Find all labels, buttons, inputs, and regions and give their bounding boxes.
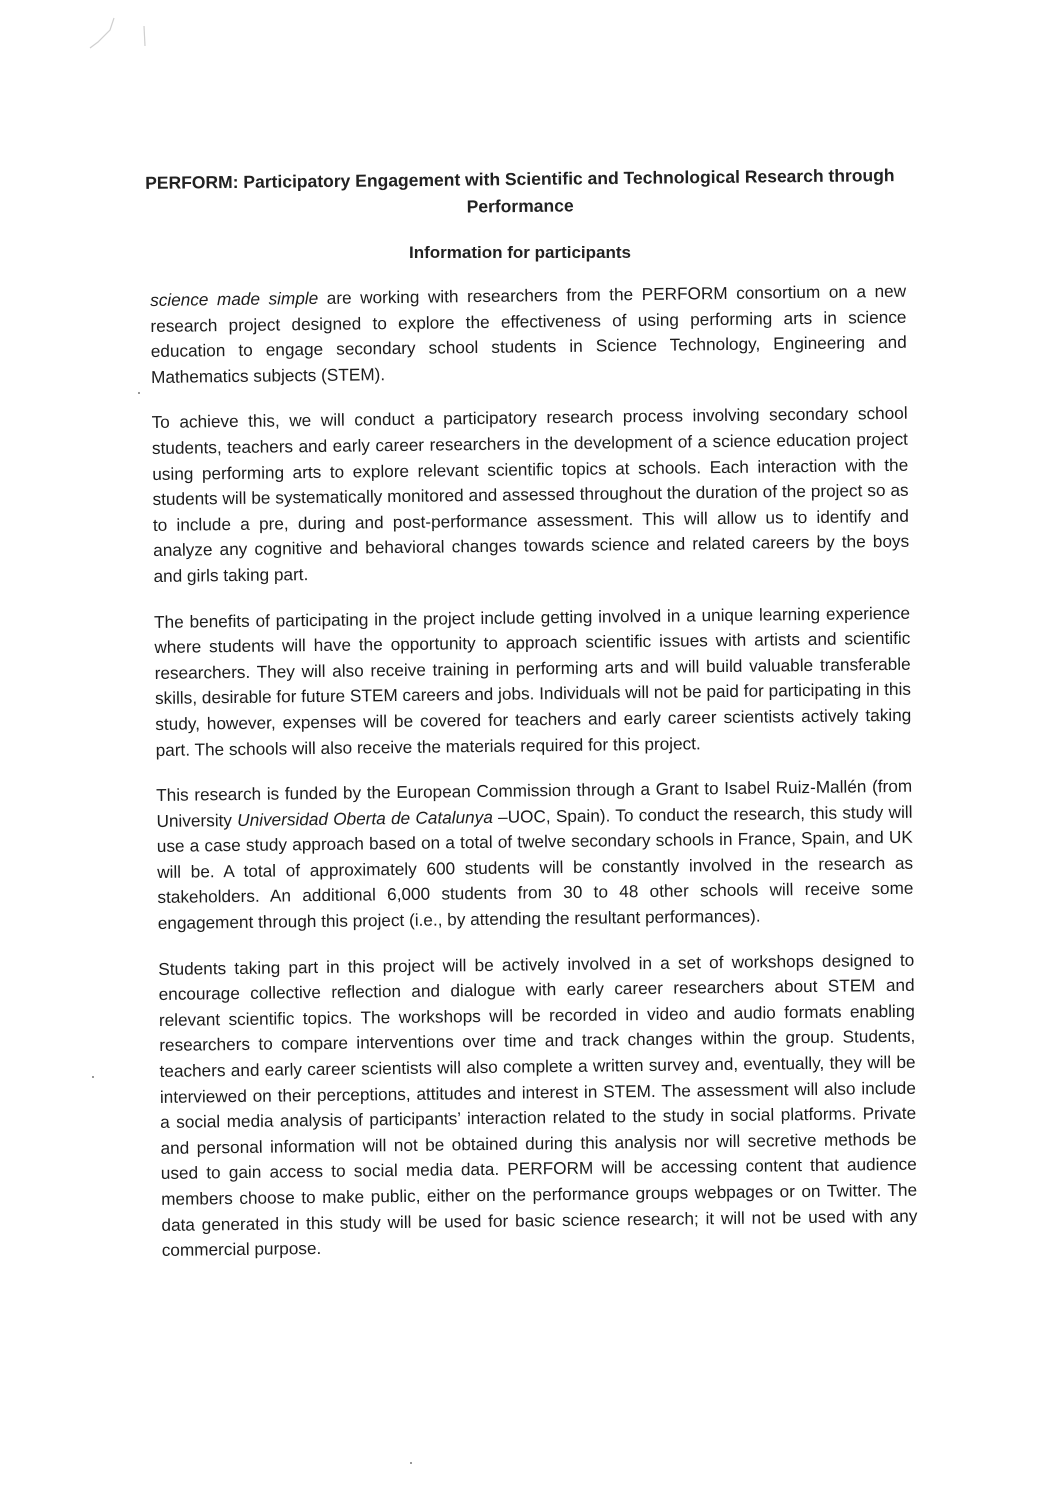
paragraph-workshops: Students taking part in this project will be actively involved in a set of workshops designed to encourage collective reflection and dialogue with early career researchers about STEM and relevant scientific topics. The workshops will be recorded in video and audio formats enabling researchers to compare interventions over time and track changes within the group. Students, teachers and early career scientists will also complete a written survey and, eventually, they will be interviewed on their perceptions, attitudes and interest in STEM. The assessment will also include a social media analysis of participants’ interaction related to the study in social platforms. Private and personal information will not be obtained during this analysis nor will secretive methods be used to gain access to social media data. PERFORM will be accessing content that audience members choose to make public, either on the performance groups webpages or on Twitter. The data generated in this study will be used for basic science research; it will not be used with any commercial purpose. <box>158 949 918 1261</box>
scan-speck <box>138 392 140 394</box>
organization-name: science made simple <box>150 287 319 310</box>
document-subtitle: Information for participants <box>409 243 631 262</box>
paragraph-benefits: The benefits of participating in the project include getting involved in a unique learning experience where students will have the opportunity to approach scientific issues with artists and scientific researchers. They will also receive training in performing arts and will build valuable transferable skills, desirable for future STEM careers and jobs. Individuals will not be paid for participating in this study, however, expenses will be covered for teachers and early career scientists actively taking part. The schools will also receive the materials required for this project. <box>153 602 912 760</box>
document-title: PERFORM: Participatory Engagement with Scientific and Technological Research through Performance <box>145 165 895 217</box>
handwritten-mark <box>84 12 164 52</box>
paragraph-methodology: To achieve this, we will conduct a participatory research process involving secondary school students, teachers and early career researchers in the development of a science education project using performing arts to explore relevant scientific topics at schools. Each interaction with the students will be systematically monitored and assessed throughout the duration of the project so as to include a pre, during and post-performance assessment. This will allow us to identify and analyze any cognitive and behavioral changes towards science and related careers by the boys and girls taking part. <box>151 403 910 586</box>
document-body <box>150 279 918 1284</box>
scan-speck <box>410 1462 412 1464</box>
scan-speck <box>92 1076 94 1078</box>
paragraph-intro: science made simple are working with researchers from the PERFORM consortium on a new research project designed to explore the effectiveness of using performing arts in science education to engage secondary school students in Science Technology, Engineering and Mathematics subjects (STEM). <box>150 280 907 387</box>
paragraph-funding: This research is funded by the European Commission through a Grant to Isabel Ruiz-Mallén (from University Universidad Oberta de Catalunya –UOC, Spain). To conduct the research, this study will use a case study approach based on a total of twelve secondary schools in France, Spain, and UK will be. A total of approximately 600 students will be constantly involved in the research as stakeholders. An additional 6,000 students from 30 to 48 other schools will receive some engagement through this project (i.e., by attending the resultant performances). <box>156 775 914 934</box>
university-name: Universidad Oberta de Catalunya <box>237 806 493 830</box>
